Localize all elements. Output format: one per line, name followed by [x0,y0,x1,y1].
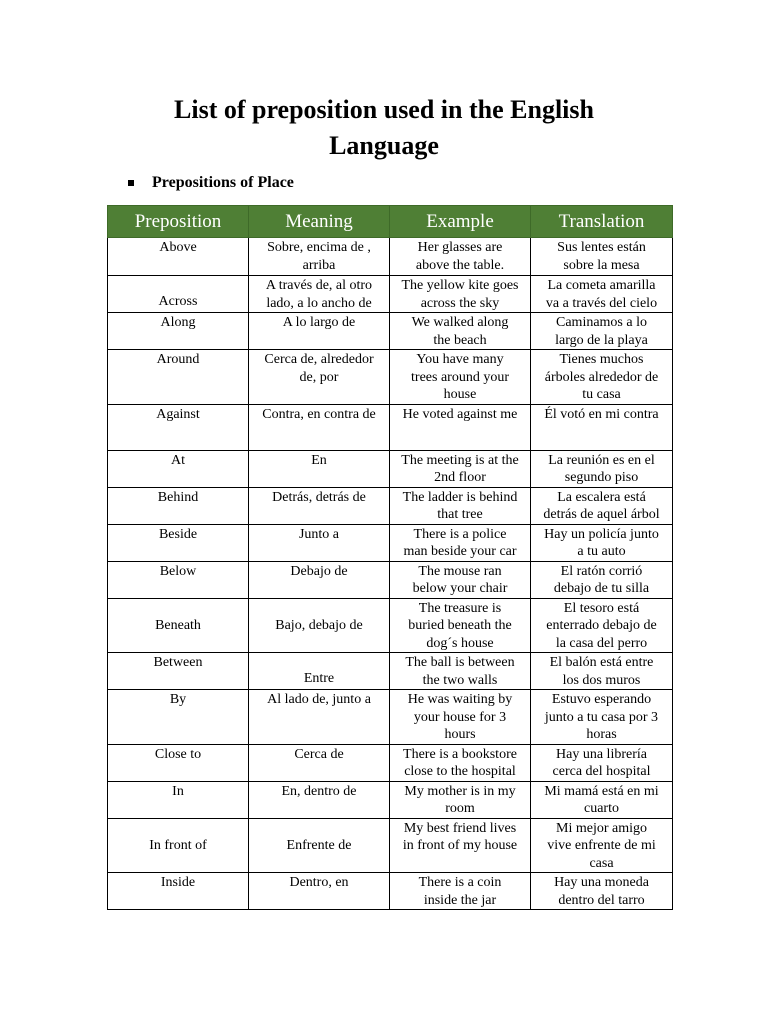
cell-preposition: By [108,690,249,745]
cell-translation: El balón está entre los dos muros [531,653,673,690]
cell-translation: La reunión es en el segundo piso [531,450,673,487]
cell-translation: Sus lentes están sobre la mesa [531,238,673,276]
cell-example: There is a coin inside the jar [390,873,531,910]
page-title-line-2: Language [329,131,439,160]
cell-meaning: Cerca de [249,744,390,781]
cell-example: Her glasses are above the table. [390,238,531,276]
cell-meaning: A través de, al otro lado, a lo ancho de [249,276,390,313]
cell-translation: La cometa amarilla va a través del cielo [531,276,673,313]
cell-meaning: Junto a [249,524,390,561]
cell-translation: Él votó en mi contra [531,404,673,450]
cell-preposition: Inside [108,873,249,910]
cell-preposition: Above [108,238,249,276]
cell-example: The mouse ran below your chair [390,561,531,598]
table-row [108,350,673,405]
page-title-line-1: List of preposition used in the English [174,95,594,124]
table-row [108,653,673,690]
cell-meaning: Al lado de, junto a [249,690,390,745]
cell-translation: Hay un policía junto a tu auto [531,524,673,561]
cell-meaning: En [249,450,390,487]
table-row [108,238,673,276]
cell-example: The ball is between the two walls [390,653,531,690]
section-heading: Prepositions of Place [152,174,294,191]
cell-preposition: Below [108,561,249,598]
cell-example: The meeting is at the 2nd floor [390,450,531,487]
cell-preposition: At [108,450,249,487]
header-translation: Translation [531,206,673,238]
cell-preposition: In front of [108,818,249,873]
cell-meaning: Debajo de [249,561,390,598]
cell-translation: Hay una moneda dentro del tarro [531,873,673,910]
table-row [108,450,673,487]
cell-example: The yellow kite goes across the sky [390,276,531,313]
cell-translation: Estuvo esperando junto a tu casa por 3 horas [531,690,673,745]
table-row [108,524,673,561]
table-row [108,873,673,910]
cell-preposition: Close to [108,744,249,781]
cell-example: We walked along the beach [390,313,531,350]
cell-example: The treasure is buried beneath the dog´s house [390,598,531,653]
cell-preposition: Between [108,653,249,690]
cell-meaning: Bajo, debajo de [249,598,390,653]
cell-preposition: Against [108,404,249,450]
page-title [0,92,768,164]
table-row [108,781,673,818]
cell-meaning: Entre [249,653,390,690]
table-row [108,744,673,781]
table-row [108,561,673,598]
cell-preposition: Along [108,313,249,350]
cell-translation: Mi mamá está en mi cuarto [531,781,673,818]
cell-preposition: Around [108,350,249,405]
cell-example: My mother is in my room [390,781,531,818]
cell-preposition: Beneath [108,598,249,653]
cell-meaning: Contra, en contra de [249,404,390,450]
cell-example: There is a police man beside your car [390,524,531,561]
cell-translation: Mi mejor amigo vive enfrente de mi casa [531,818,673,873]
cell-translation: El ratón corrió debajo de tu silla [531,561,673,598]
cell-translation: El tesoro está enterrado debajo de la casa del perro [531,598,673,653]
cell-example: My best friend lives in front of my house [390,818,531,873]
cell-meaning: En, dentro de [249,781,390,818]
cell-meaning: Dentro, en [249,873,390,910]
cell-example: You have many trees around your house [390,350,531,405]
cell-preposition: In [108,781,249,818]
cell-preposition: Across [108,276,249,313]
table-row [108,276,673,313]
cell-meaning: A lo largo de [249,313,390,350]
header-example: Example [390,206,531,238]
cell-example: He voted against me [390,404,531,450]
cell-example: The ladder is behind that tree [390,487,531,524]
table-row [108,690,673,745]
bullet-icon [128,180,134,186]
cell-meaning: Cerca de, alrededor de, por [249,350,390,405]
header-preposition: Preposition [108,206,249,238]
cell-preposition: Behind [108,487,249,524]
cell-translation: Hay una librería cerca del hospital [531,744,673,781]
cell-translation: Tienes muchos árboles alrededor de tu casa [531,350,673,405]
cell-meaning: Detrás, detrás de [249,487,390,524]
cell-translation: Caminamos a lo largo de la playa [531,313,673,350]
header-meaning: Meaning [249,206,390,238]
prepositions-table [107,205,673,910]
cell-meaning: Enfrente de [249,818,390,873]
cell-example: He was waiting by your house for 3 hours [390,690,531,745]
cell-example: There is a bookstore close to the hospital [390,744,531,781]
cell-translation: La escalera está detrás de aquel árbol [531,487,673,524]
table-header-row [108,206,673,238]
table-row [108,598,673,653]
table-row [108,404,673,450]
table-row [108,487,673,524]
cell-preposition: Beside [108,524,249,561]
table-row [108,313,673,350]
table-row [108,818,673,873]
cell-meaning: Sobre, encima de , arriba [249,238,390,276]
